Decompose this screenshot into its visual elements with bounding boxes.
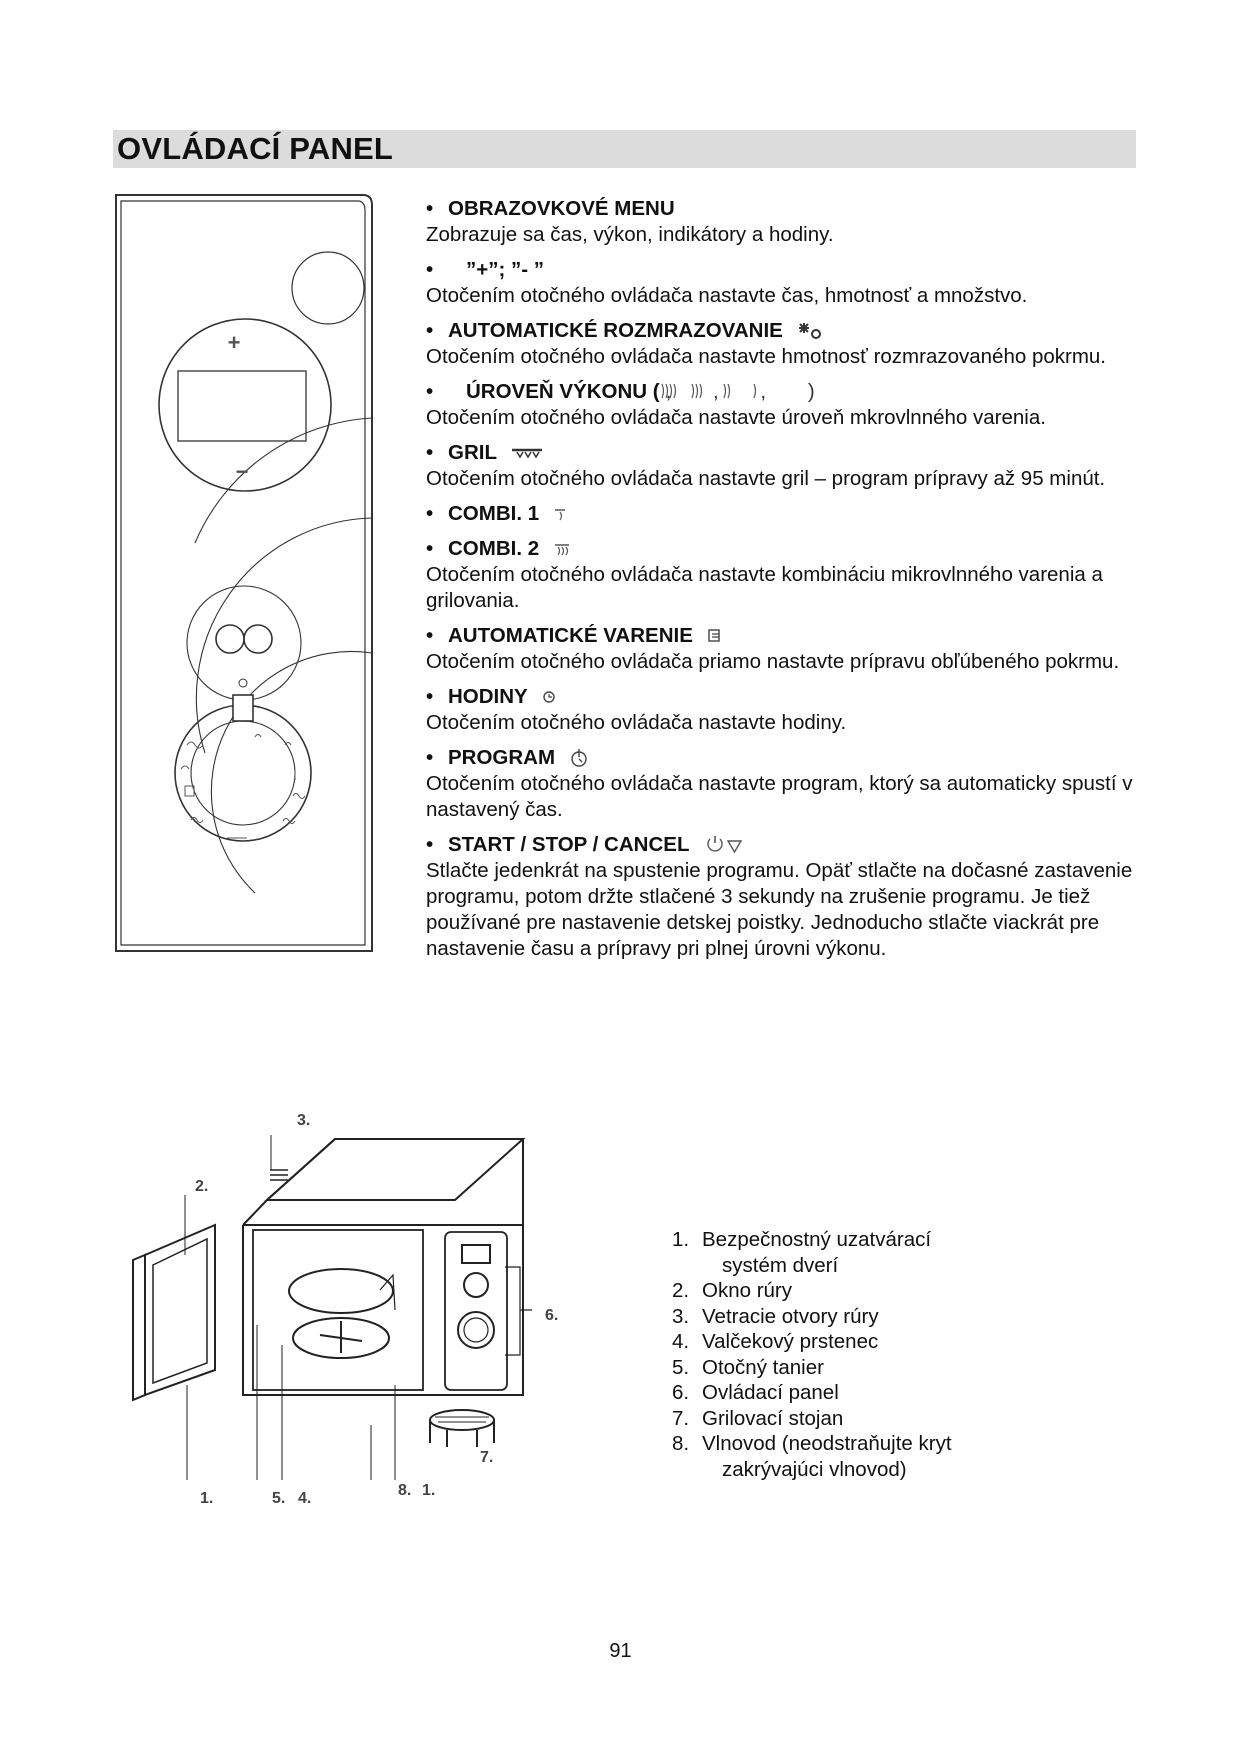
controls-description [426,196,1146,971]
control-item-auto-cook: • AUTOMATICKÉ VARENIE Otočením otočného ovládača priamo nastavte prípravu obľúbeného pokrmu. [426,624,1120,673]
control-item-clock: • HODINY Otočením otočného ovládača nastavte hodiny. [426,685,847,734]
control-item-defrost: • AUTOMATICKÉ ROZMRAZOVANIE Otočením otočného ovládača nastavte hmotnosť rozmrazovaného pokrmu. [426,319,1107,368]
control-item-plus-minus: • ”+”; ”- ” Otočením otočného ovládača nastavte čas, hmotnosť a množstvo. [426,258,1028,307]
oven-parts-legend [672,1227,952,1482]
control-item-display: • OBRAZOVKOVÉ MENU Zobrazuje sa čas, výkon, indikátory a hodiny. [426,197,834,246]
combi1-icon [553,507,567,521]
legend-item: 3. Vetracie otvory rúry [672,1304,879,1328]
program-icon [569,747,589,769]
clock-icon [542,690,556,704]
start-stop-icon [703,834,745,856]
oven-callout-1a: 1. [200,1490,214,1507]
oven-illustration [125,1112,585,1575]
oven-callout-3: 3. [297,1112,311,1129]
control-item-combi2: • COMBI. 2 Otočením otočného ovládača nastavte kombináciu mikrovlnného varenia a grilovania. [426,537,1103,612]
control-item-start-stop: • START / STOP / CANCEL Stlačte jedenkrát na spustenie programu. Opäť stlačte na dočasné zastavenie programu, potom držte stlačené 3 sekundy na zrušenie programu. Je tiež používané pre nastavenie detskej poistky. Jednoducho stlačte viackrát pre nastavenie času a prípravy pri plnej úrovni výkonu. [426,833,1133,960]
legend-item-continuation: zakrývajúci vlnovod) [722,1457,907,1481]
control-item-grill: • GRIL Otočením otočného ovládača nastavte gril – program prípravy až 95 minút. [426,441,1106,490]
control-panel-illustration [115,193,379,955]
oven-callout-2: 2. [195,1178,209,1195]
legend-item: 8. Vlnovod (neodstraňujte kryt [672,1432,952,1455]
oven-callout-8: 8. [398,1482,412,1499]
legend-item: 2. Okno rúry [672,1279,792,1302]
oven-callout-4: 4. [298,1490,312,1507]
title-bar [113,130,1136,168]
combi2-icon [553,542,571,556]
panel-plus-label: + [227,330,241,355]
grill-icon [511,447,543,459]
page-title: OVLÁDACÍ PANEL [117,131,394,166]
control-item-combi1: • COMBI. 1 [426,501,1146,527]
legend-item: 1. Bezpečnostný uzatvárací [672,1228,932,1251]
page-number: 91 [609,1640,632,1662]
auto-cook-icon [707,628,723,644]
legend-item-continuation: systém dverí [722,1253,839,1277]
legend-item: 5. Otočný tanier [672,1355,824,1379]
legend-item: 4. Valčekový prstenec [672,1330,879,1353]
legend-item: 6. Ovládací panel [672,1381,839,1404]
oven-callout-7: 7. [480,1449,494,1466]
oven-callout-1b: 1. [422,1482,436,1499]
oven-callout-5: 5. [272,1490,286,1507]
control-item-program: • PROGRAM Otočením otočného ovládača nastavte program, ktorý sa automaticky spustí v nastavený čas. [426,746,1133,821]
oven-callout-6: 6. [545,1307,559,1324]
legend-item: 7. Grilovací stojan [672,1406,844,1430]
defrost-icon [797,322,823,340]
control-item-power-level: • ÚROVEŇ VÝKONU ( , , , ) Otočením otočného ovládača nastavte úroveň mkrovlnného varenia. [426,380,1046,429]
dial-mode-icons [181,735,305,839]
panel-minus-label: − [235,459,249,484]
